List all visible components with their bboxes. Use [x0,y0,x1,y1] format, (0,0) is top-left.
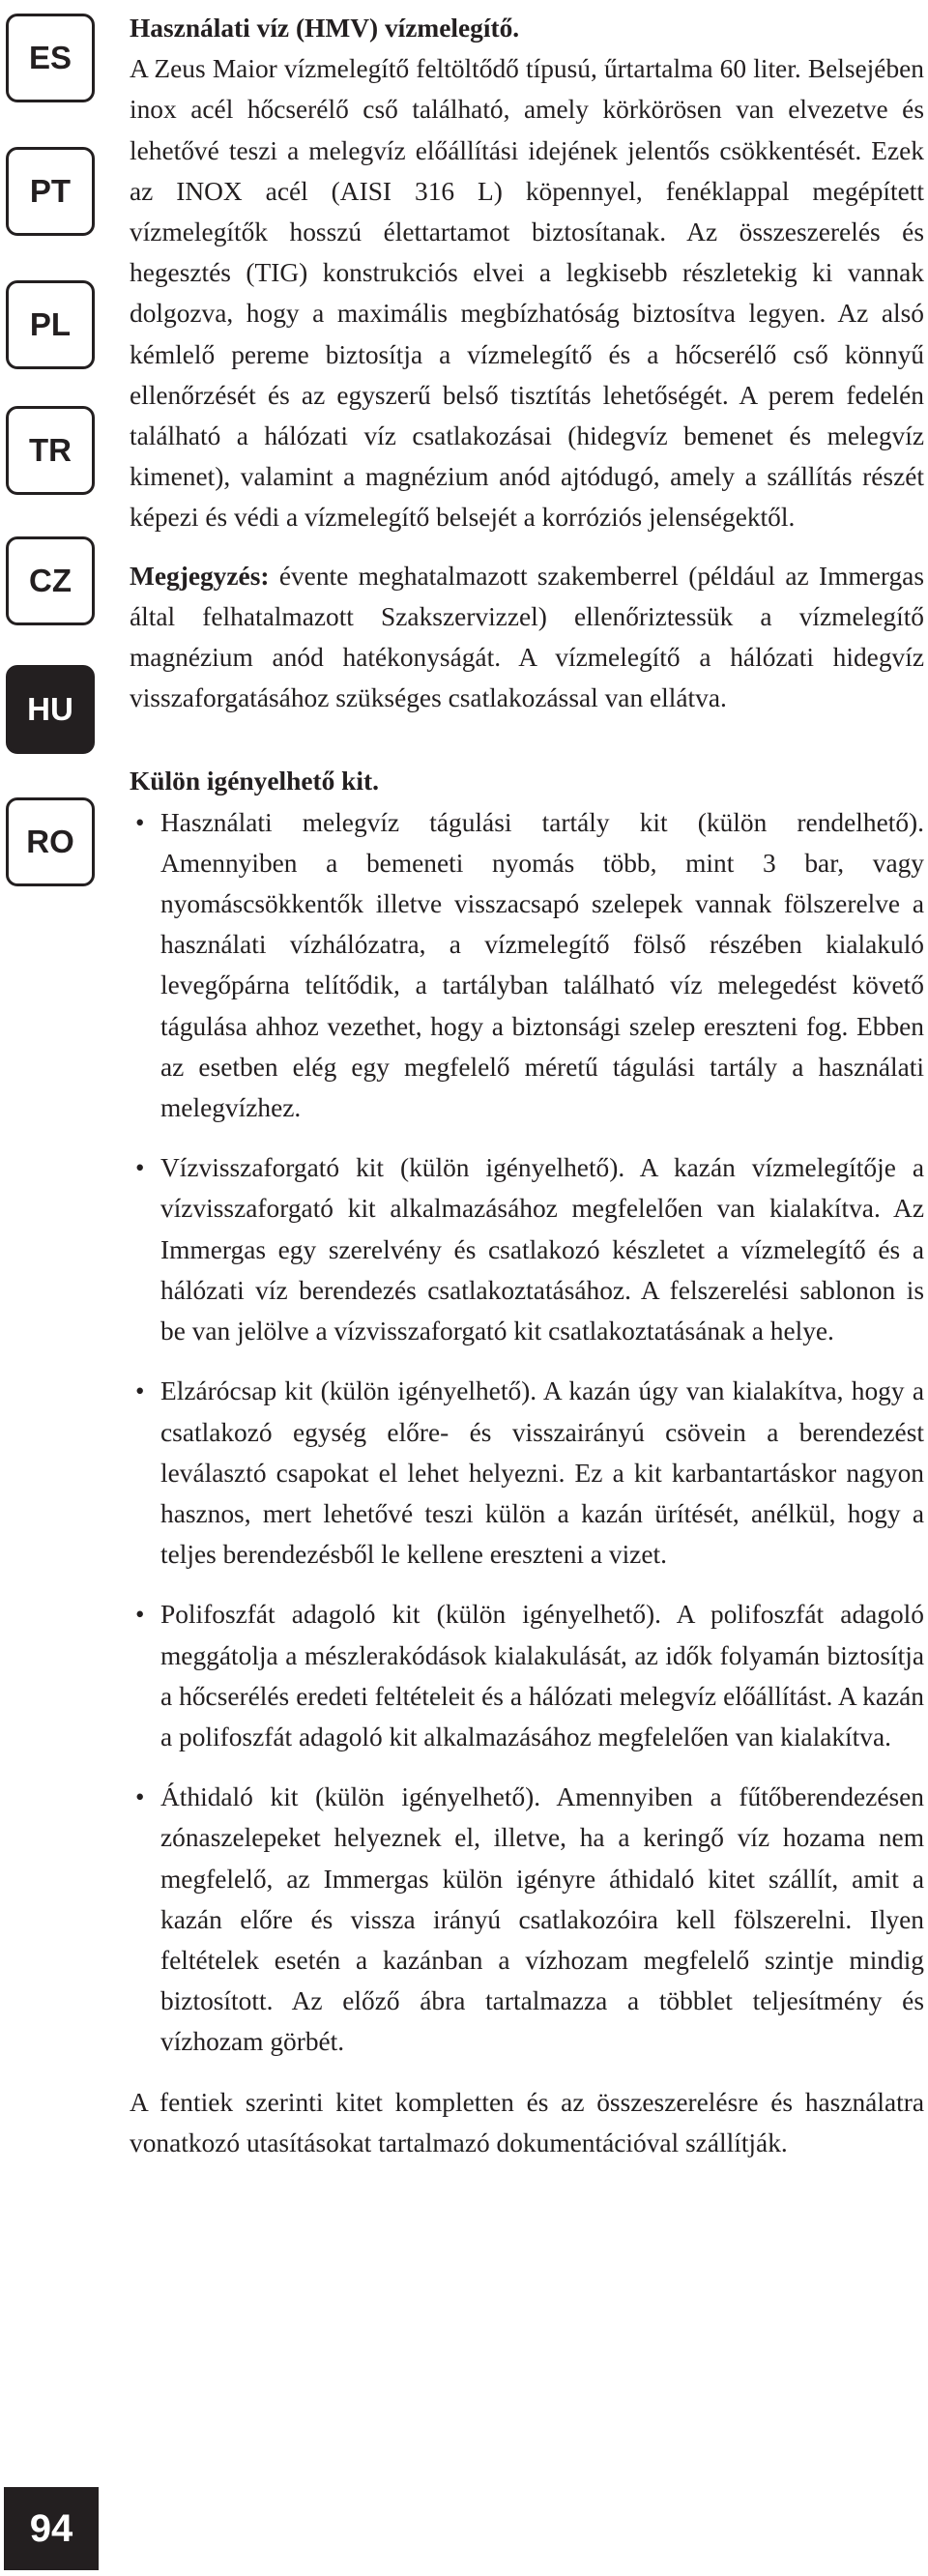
kits-heading: Külön igényelhető kit. [130,767,379,796]
kit-list-item: • Elzárócsap kit (külön igényelhető). A kazán úgy van kialakítva, hogy a csatlakozó egység előre- és visszairányú csövein a berendezést leválasztó csapokat el lehet helyezni. Ez a kit karbantartáskor nagyon hasznos, mert lehetővé teszi külön a kazán ürítését, anélkül, hogy a teljes berendezésből le kellene ereszteni a vizet. [130,1371,924,1575]
language-tab-pt[interactable]: PT [6,147,95,236]
language-tab-hu[interactable]: HU [6,665,95,754]
note-text: évente meghatalmazott szakemberrel (például az Immergas által felhatalmazott Szakszervizzel) ellenőriztessük a vízmelegítő magnézium anód hatékonyságát. A vízmelegítő a hálózati hidegvíz visszaforgatásához szükséges csatlakozással van ellátva. [130,561,924,713]
note-paragraph [130,556,924,719]
kit-list-item: • Vízvisszaforgató kit (külön igényelhető). A kazán vízmelegítője a vízvisszaforgató kit alkalmazásához megfelelően van kialakítva. Az Immergas egy szerelvény és csatlakozó készletet a vízmelegítő és a hálózati víz berendezés csatlakoztatásához. A felszerelési sablonon is be van jelölve a vízvisszaforgató kit csatlakoztatásának a helye. [130,1147,924,1351]
main-content [130,8,924,2163]
language-tab-es[interactable]: ES [6,14,95,102]
kit-list-item: • Áthidaló kit (külön igényelhető). Amennyiben a fűtőberendezésen zónaszelepeket helyeznek el, illetve, ha a keringő víz hozama nem megfelelő, az Immergas külön igényre áthidaló kitet szállít, amit a kazán előre és vissza irányú csatlakozóira kell fölszerelni. Ilyen feltételek esetén a kazánban a vízhozam megfelelő szintje mindig biztosított. Az előző ábra tartalmazza a többlet teljesítmény és vízhozam görbét. [130,1777,924,2062]
language-tab-tr[interactable]: TR [6,406,95,495]
kit-list-item: • Használati melegvíz tágulási tartály kit (külön rendelhető). Amennyiben a bemeneti nyomás több, mint 3 bar, vagy nyomáscsökkentők illetve visszacsapó szelepek vannak fölszerelve a használati vízhálózatra, a vízmelegítő fölső részében kialakuló levegőpárna telítődik, a tartályban található víz melegedést követő tágulása ahhoz vezethet, hogy a biztonsági szelep ereszteni fog. Ebben az esetben elég egy megfelelő méretű tágulási tartály a használati melegvízhez. [130,802,924,1129]
language-tab-cz[interactable]: CZ [6,536,95,625]
section-body: A Zeus Maior vízmelegítő feltöltődő típusú, űrtartalma 60 liter. Belsejében inox acél hőcserélő cső található, amely körkörösen van elvezetve és lehetővé teszi a melegvíz előállítási idejének jelentős csökkentését. Ezek az INOX acél (AISI 316 L) köpennyel, fenéklappal megépített vízmelegítők hosszú élettartamot biztosítanak. Az összeszerelés és hegesztés (TIG) konstrukciós elvei a legkisebb részletekig ki vannak dolgozva, hogy a maximális megbízhatóság biztosítva legyen. Az alsó kémlelő pereme biztosítja a vízmelegítő és a hőcserélő cső könnyű ellenőrzését és az egyszerű belső tisztítás lehetőségét. A perem fedelén található a hálózati víz csatlakozásai (hidegvíz bemenet és melegvíz kimenet), valamint a magnézium anód ajtódugó, amely a szállítás részét képezi és védi a vízmelegítő belsejét a korróziós jelenségektől. [130,54,924,533]
closing-paragraph: A fentiek szerinti kitet kompletten és az összeszerelésre és használatra vonatkozó utasításokat tartalmazó dokumentációval szállítják. [130,2087,924,2157]
section-title: Használati víz (HMV) vízmelegítő. [130,14,520,43]
language-tab-ro[interactable]: RO [6,797,95,886]
kit-list [130,802,924,2063]
language-tab-pl[interactable]: PL [6,280,95,369]
kit-list-item: • Polifoszfát adagoló kit (külön igényelhető). A polifoszfát adagoló meggátolja a mészlerakódások kialakulását, az idők folyamán biztosítja a hőcserélés eredeti feltételeit és a hálózati melegvíz előállítást. A kazán a polifoszfát adagoló kit alkalmazásához megfelelően van kialakítva. [130,1594,924,1757]
page-number: 94 [4,2487,99,2570]
note-label: Megjegyzés: [130,561,270,591]
